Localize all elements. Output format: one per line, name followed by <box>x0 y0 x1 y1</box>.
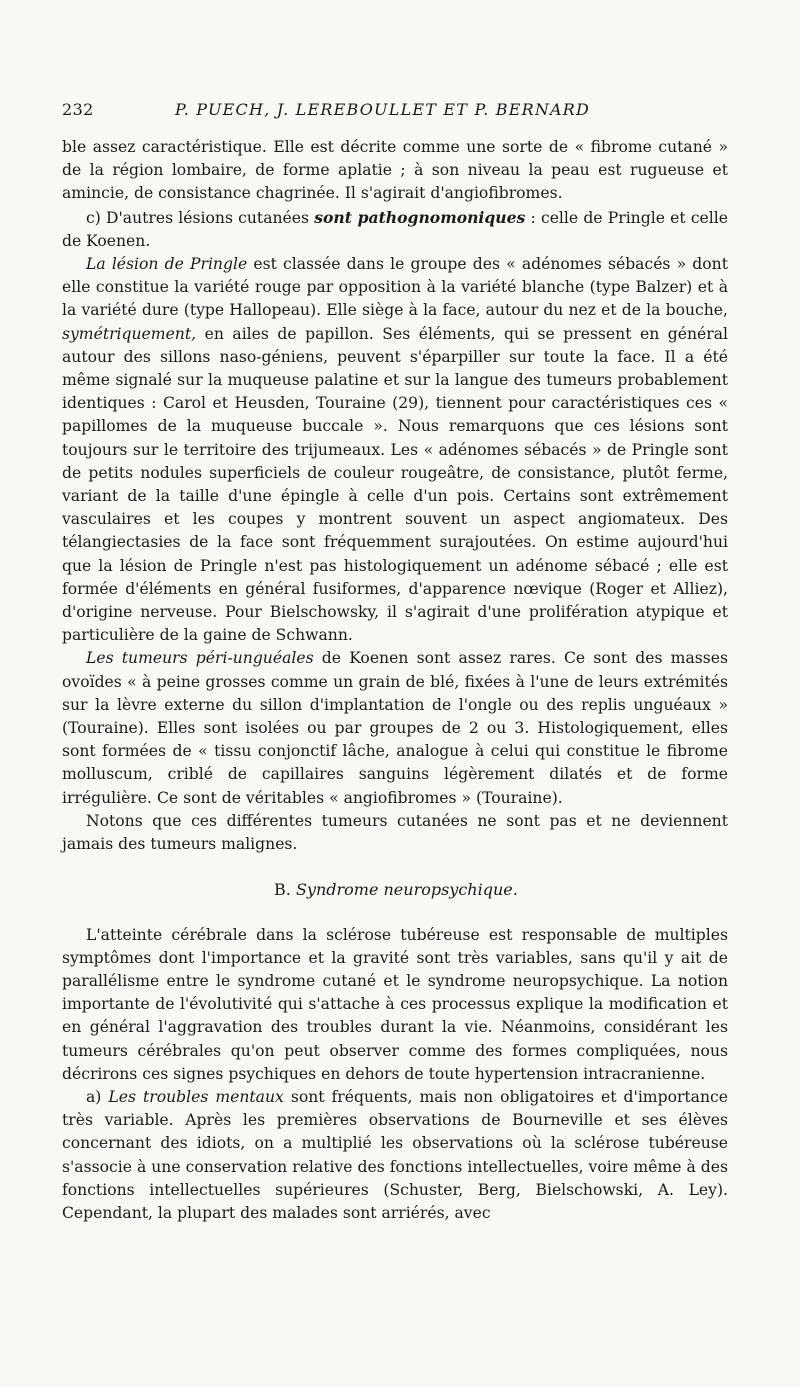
emphasis-text: La lésion de Pringle <box>86 255 248 274</box>
section-heading <box>62 878 728 901</box>
paragraph-text: est classée dans le groupe des « adénomes sébacés » dont elle constitue la variété rouge par opposition à la variété blanche (type Balzer) et à la variété dure (type Hallopeau). Elle siège à la face, autour du nez et de la bouche, <box>62 255 728 320</box>
paragraph-neuropsychique <box>62 924 728 1086</box>
paragraph-text: Notons que ces différentes tumeurs cutanées ne sont pas et ne deviennent jamais des tumeurs malignes. <box>62 811 728 854</box>
paragraph-notons <box>62 810 728 856</box>
emphasis-text: sont pathognomoniques <box>314 207 526 227</box>
body-text <box>62 136 728 1225</box>
paragraph-koenen <box>62 647 728 809</box>
section-title: Syndrome neuropsychique. <box>295 880 518 900</box>
paragraph-text: de Koenen sont assez rares. Ce sont des masses ovoïdes « à peine grosses comme un grain de blé, fixées à l'une de leurs extrémités sur la lèvre externe du sillon d'implantation de l'ongle ou des replis unguéaux » (Touraine). Elles sont isolées ou par groupes de 2 ou 3. Histologiquement, elles sont formées de « tissu conjonctif lâche, analogue à celui qui constitue le fibrome molluscum, criblé de capillaires sanguins légèrement dilatés et de forme irrégulière. Ce sont de véritables « angiofibromes » (Touraine). <box>62 649 728 807</box>
page-number: 232 <box>62 100 94 119</box>
running-title: P. PUECH, J. LEREBOULLET ET P. BERNARD <box>175 100 591 119</box>
paragraph-continued <box>62 136 728 206</box>
paragraph-lead: a) <box>86 1087 109 1106</box>
paragraph-pathognomonic <box>62 206 728 253</box>
section-letter: B. <box>274 880 296 900</box>
emphasis-text: Les troubles mentaux <box>108 1087 284 1106</box>
paragraph-text: ble assez caractéristique. Elle est décrite comme une sorte de « fibrome cutané » de la région lombaire, de forme aplatie ; à son niveau la peau est rugueuse et amincie, de consistance chagrinée. Il s'agirait d'angiofibromes. <box>62 138 728 203</box>
emphasis-text: symétriquement, <box>62 324 197 343</box>
paragraph-text: sont fréquents, mais non obligatoires et d'importance très variable. Après les premières observations de Bourneville et ses élèves concernant des idiots, on a multiplié les observations où la sclérose tubéreuse s'associe à une conservation relative des fonctions intellectuelles, voire même à des fonctions intellectuelles supérieures (Schuster, Berg, Bielschowski, A. Ley). Cependant, la plupart des malades sont arriérés, avec <box>62 1087 728 1222</box>
paragraph-text: : celle de Pringle et celle de Koenen. <box>62 208 728 250</box>
paragraph-lead: c) D'autres lésions cutanées <box>86 208 315 227</box>
paragraph-troubles-mentaux <box>62 1086 728 1225</box>
paragraph-text: en ailes de papillon. Ses éléments, qui se pressent en général autour des sillons naso-géniens, peuvent s'éparpiller sur toute la face. Il a été même signalé sur la muqueuse palatine et sur la langue des tumeurs probablement identiques : Carol et Heusden, Touraine (29), tiennent pour caractéristiques ces « papillomes de la muqueuse buccale ». Nous remarquons que ces lésions sont toujours sur le territoire des trijumeaux. Les « adénomes sébacés » de Pringle sont de petits nodules superficiels de couleur rougeâtre, de consistance, plutôt ferme, variant de la taille d'une épingle à celle d'un pois. Certains sont extrêmement vasculaires et les coupes y montrent souvent un aspect angiomateux. Des télangiectasies de la face sont fréquemment surajoutées. On estime aujourd'hui que la lésion de Pringle n'est pas histologiquement un adénome sébacé ; elle est formée d'éléments en général fusiformes, d'apparence nœvique (Roger et Alliez), d'origine nerveuse. Pour Bielschowsky, il s'agirait d'une prolifération atypique et particulière de la gaine de Schwann. <box>62 324 728 645</box>
emphasis-text: Les tumeurs péri-unguéales <box>86 649 314 668</box>
paragraph-pringle <box>62 253 728 647</box>
paragraph-text: L'atteinte cérébrale dans la sclérose tubéreuse est responsable de multiples symptômes dont l'importance et la gravité sont très variables, sans qu'il y ait de parallélisme entre le syndrome cutané et le syndrome neuropsychique. La notion importante de l'évolutivité qui s'attache à ces processus explique la modification et en général l'aggravation des troubles durant la vie. Néanmoins, considérant les tumeurs cérébrales qu'on peut observer comme des formes compliquées, nous décrirons ces signes psychiques en dehors de toute hypertension intracranienne. <box>62 925 728 1083</box>
